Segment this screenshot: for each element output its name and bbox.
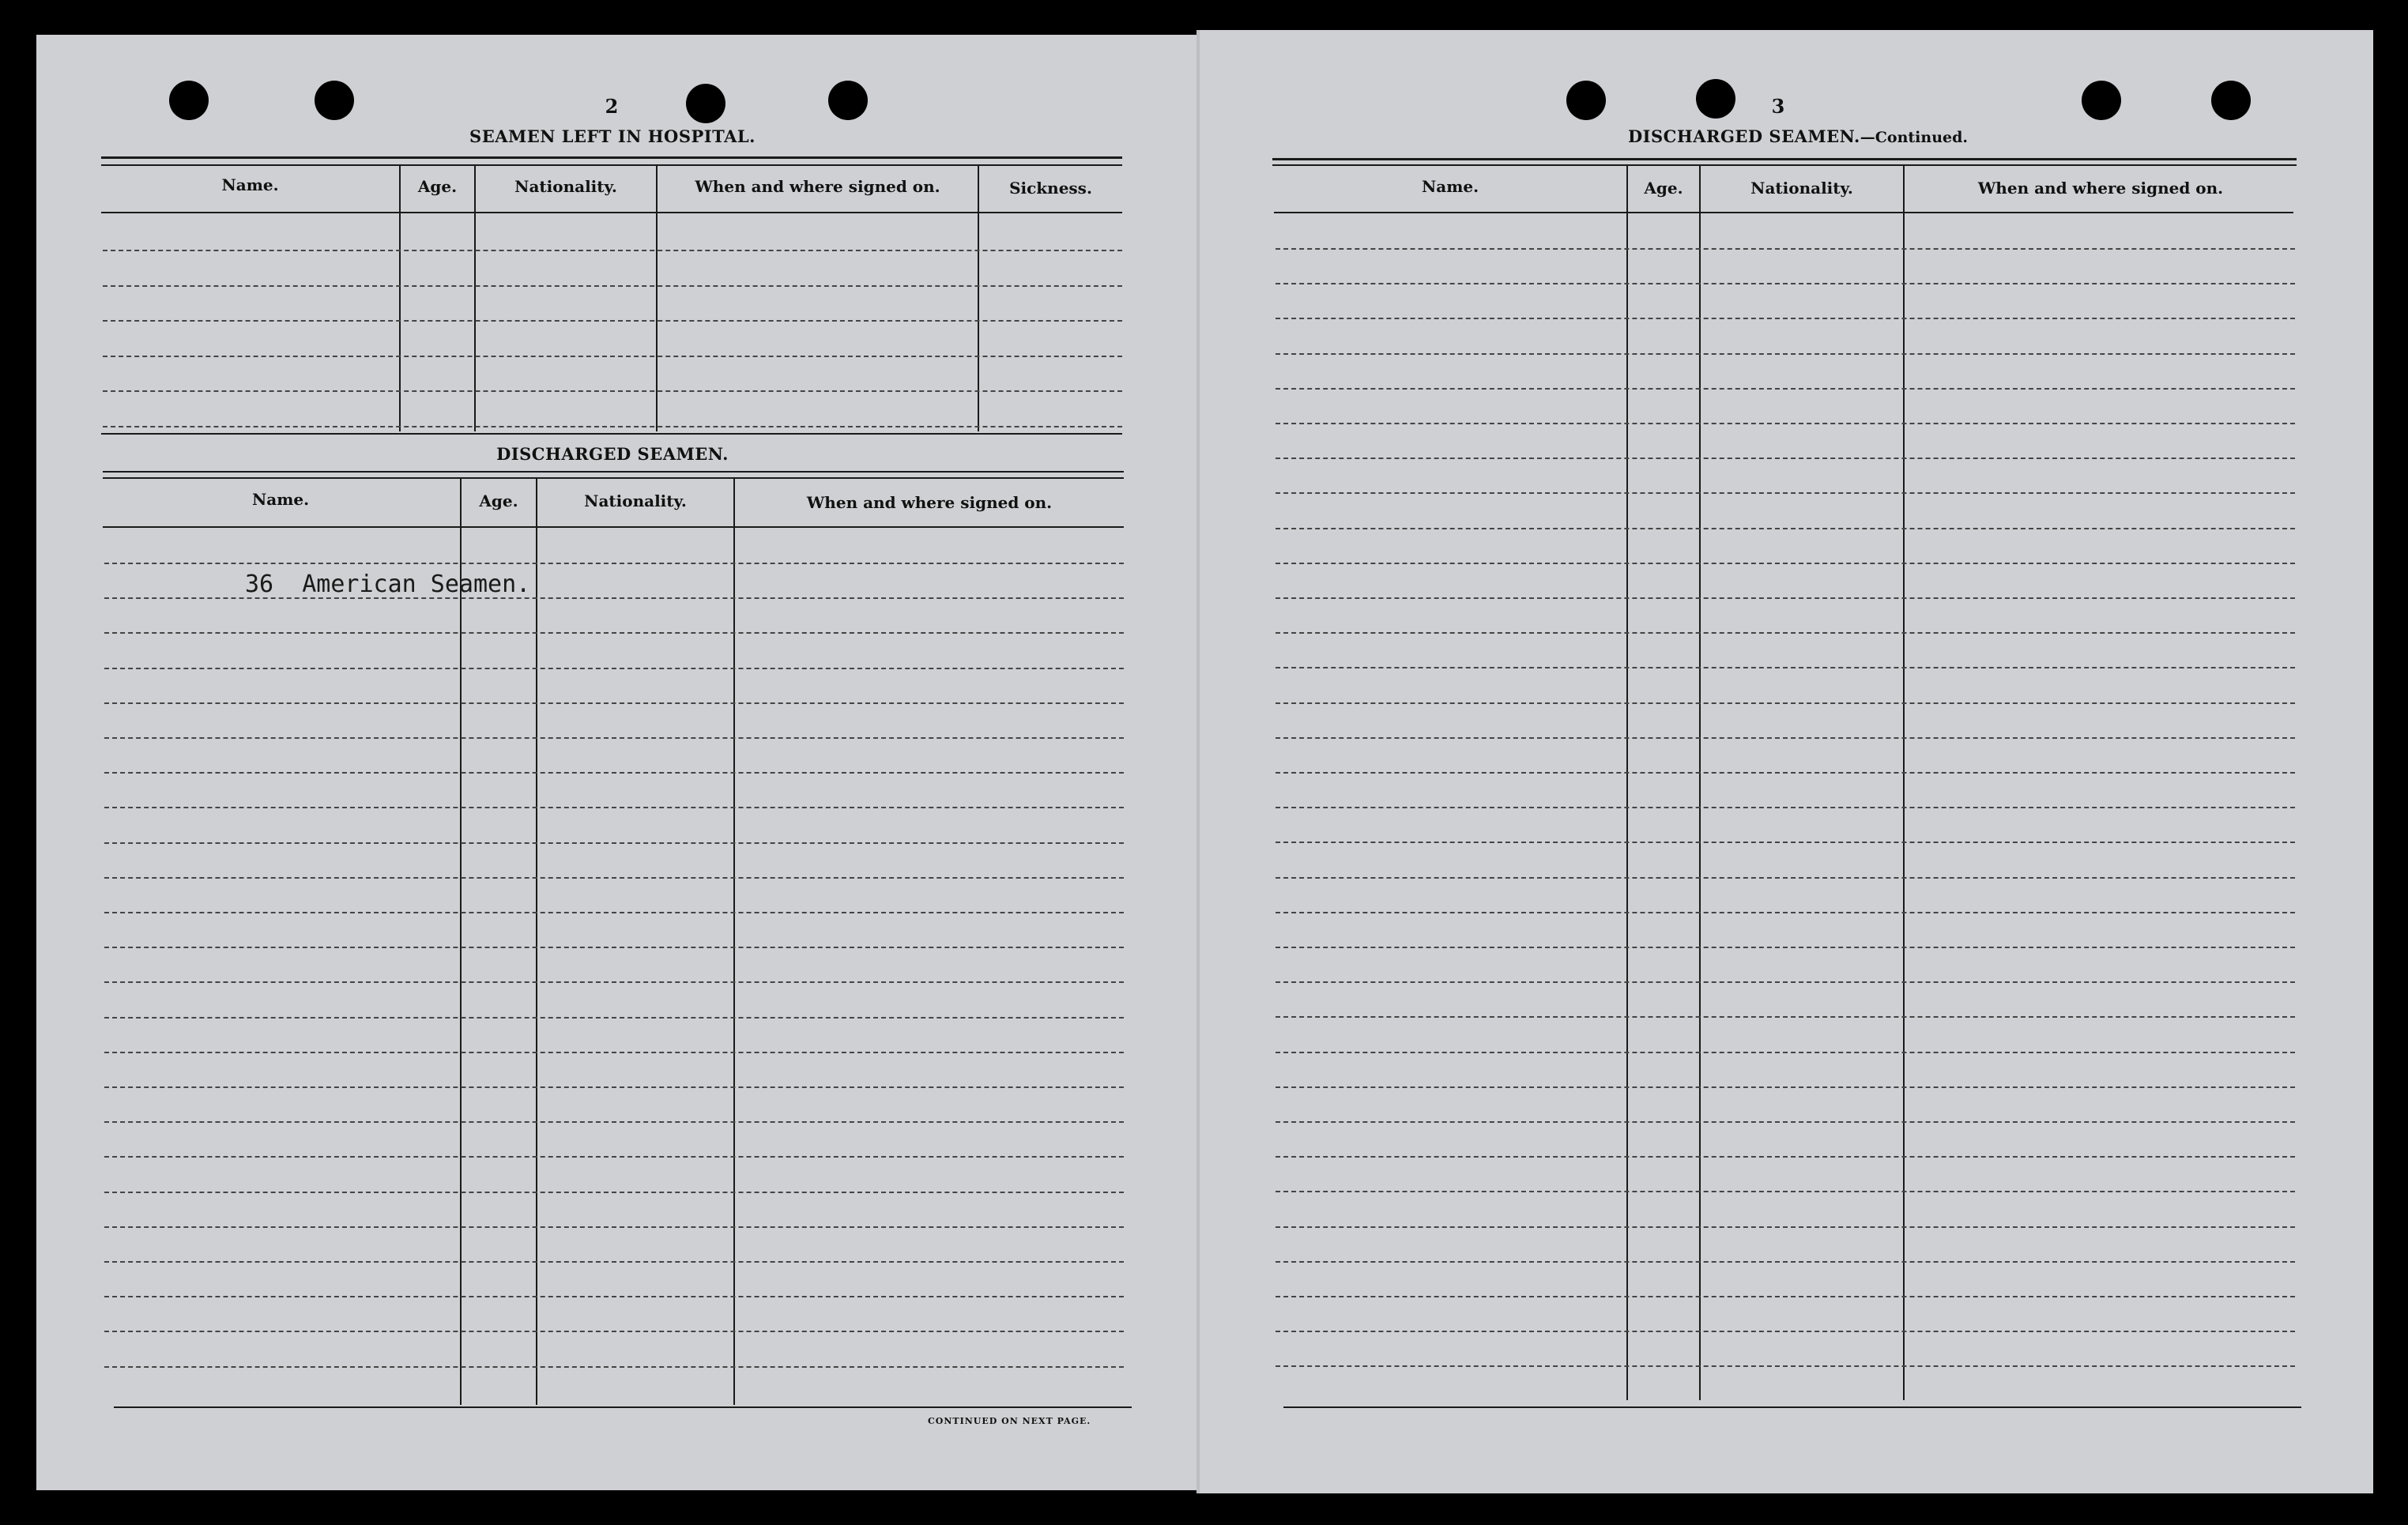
ruled-line: [1276, 981, 2295, 983]
table-rule: [1283, 1406, 2301, 1408]
ruled-line: [1276, 1226, 2295, 1228]
ruled-line: [104, 1366, 1124, 1368]
ruled-line: [104, 981, 1124, 983]
ruled-line: [1276, 947, 2295, 948]
col-name: Name.: [1421, 177, 1479, 196]
ruled-line: [1276, 563, 2295, 564]
ruled-line: [104, 597, 1124, 599]
ruled-line: [1276, 1365, 2295, 1367]
ruled-line: [104, 1226, 1124, 1228]
continued-note: CONTINUED ON NEXT PAGE.: [928, 1416, 1091, 1426]
table-rule: [101, 156, 1122, 159]
col-nationality: Nationality.: [584, 491, 687, 510]
ruled-line: [104, 563, 1124, 564]
col-age: Age.: [479, 491, 518, 510]
ruled-line: [1276, 842, 2295, 843]
table-rule: [1272, 158, 2297, 160]
punch-hole: [828, 81, 868, 120]
col-when-where: When and where signed on.: [806, 493, 1053, 512]
ruled-line: [1276, 423, 2295, 424]
ruled-line: [1276, 1261, 2295, 1263]
ruled-line: [1276, 528, 2295, 529]
col-age: Age.: [1644, 179, 1683, 198]
ruled-line: [103, 320, 1122, 322]
ruled-line: [1276, 1016, 2295, 1018]
punch-hole: [686, 84, 725, 123]
ruled-line: [1276, 318, 2295, 319]
col-name: Name.: [221, 175, 279, 194]
ruled-line: [1276, 1191, 2295, 1192]
ruled-line: [104, 632, 1124, 634]
ruled-line: [1276, 388, 2295, 390]
ruled-line: [104, 737, 1124, 739]
title-main: DISCHARGED SEAMEN.: [1627, 126, 1860, 146]
ruled-line: [104, 877, 1124, 879]
hospital-section-title: SEAMEN LEFT IN HOSPITAL.: [469, 126, 756, 146]
ruled-line: [1276, 1331, 2295, 1332]
col-name: Name.: [251, 490, 310, 509]
ruled-line: [1276, 353, 2295, 355]
punch-hole: [315, 81, 354, 120]
ruled-line: [1276, 877, 2295, 879]
col-when-where: When and where signed on.: [695, 177, 940, 196]
ruled-line: [104, 807, 1124, 808]
ruled-line: [104, 947, 1124, 948]
column-divider: [536, 479, 537, 1405]
ruled-line: [1276, 1052, 2295, 1053]
page-number-left: 2: [605, 95, 619, 118]
ruled-line: [1276, 772, 2295, 774]
punch-hole: [2082, 81, 2121, 120]
ruled-line: [103, 285, 1122, 287]
discharged-section-title: DISCHARGED SEAMEN.: [496, 444, 729, 464]
column-divider: [733, 479, 735, 1405]
col-sickness: Sickness.: [1009, 179, 1092, 198]
punch-hole: [1566, 81, 1606, 120]
ruled-line: [104, 1017, 1124, 1019]
ruled-line: [1276, 283, 2295, 284]
ruled-line: [1276, 737, 2295, 739]
page-gutter: [1196, 30, 1200, 1493]
ruled-line: [104, 1156, 1124, 1158]
left-page: [36, 35, 1200, 1490]
col-age: Age.: [417, 177, 458, 196]
ruled-line: [1276, 1156, 2295, 1158]
ruled-line: [104, 1086, 1124, 1088]
punch-hole: [169, 81, 209, 120]
ruled-line: [1276, 1296, 2295, 1297]
col-when-where: When and where signed on.: [1977, 179, 2224, 198]
col-nationality: Nationality.: [1750, 179, 1853, 198]
header-underline: [1274, 212, 2293, 213]
ruled-line: [103, 250, 1122, 251]
punch-hole: [2211, 81, 2251, 120]
ruled-line: [104, 702, 1124, 704]
title-continued: —Continued.: [1860, 129, 1969, 146]
ruled-line: [104, 1052, 1124, 1053]
ruled-line: [103, 356, 1122, 357]
column-divider: [1626, 166, 1628, 1400]
ruled-line: [104, 772, 1124, 774]
ruled-line: [103, 426, 1122, 427]
ruled-line: [104, 668, 1124, 669]
ruled-line: [104, 1121, 1124, 1123]
table-rule: [103, 477, 1124, 479]
col-nationality: Nationality.: [514, 177, 617, 196]
ruled-line: [104, 842, 1124, 844]
ruled-line: [1276, 597, 2295, 599]
header-underline: [101, 212, 1122, 213]
ruled-line: [1276, 248, 2295, 250]
ruled-line: [1276, 458, 2295, 459]
table-rule: [114, 1406, 1132, 1408]
ruled-line: [1276, 912, 2295, 913]
table-rule: [103, 471, 1124, 473]
header-underline: [103, 526, 1124, 528]
typed-entry: 36 American Seamen.: [245, 570, 531, 598]
table-rule: [101, 433, 1122, 435]
ruled-line: [104, 1296, 1124, 1297]
ruled-line: [1276, 1121, 2295, 1123]
ruled-line: [1276, 667, 2295, 668]
ruled-line: [1276, 1086, 2295, 1088]
table-rule: [1272, 164, 2297, 166]
ruled-line: [1276, 702, 2295, 704]
ruled-line: [103, 390, 1122, 392]
ruled-line: [1276, 632, 2295, 634]
ruled-line: [1276, 492, 2295, 494]
right-page-title: [1612, 126, 1984, 146]
ruled-line: [104, 912, 1124, 913]
table-rule: [101, 164, 1122, 166]
page-number-right: 3: [1771, 95, 1785, 118]
ruled-line: [1276, 807, 2295, 808]
ruled-line: [104, 1261, 1124, 1263]
ruled-line: [104, 1331, 1124, 1332]
punch-hole: [1696, 79, 1735, 119]
column-divider: [460, 479, 462, 1405]
ruled-line: [104, 1192, 1124, 1193]
column-divider: [1699, 166, 1701, 1400]
column-divider: [1903, 166, 1905, 1400]
